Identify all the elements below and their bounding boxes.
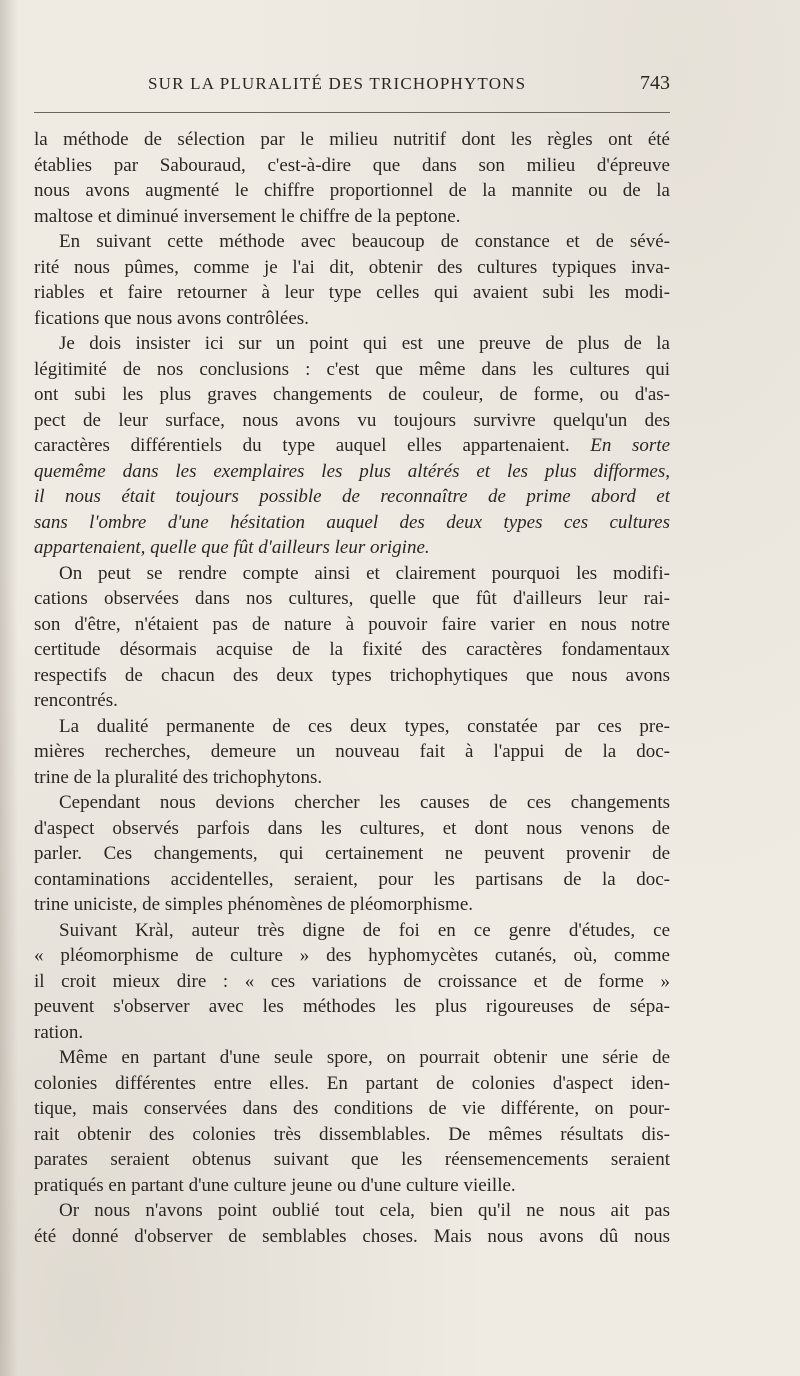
text-line-content: trine de la pluralité des trichophytons. [34, 766, 323, 788]
text-line-content: trine uniciste, de simples phénomènes de pléomorphisme. [34, 894, 474, 915]
text-line [34, 841, 670, 867]
text-line [34, 816, 670, 842]
text-line [34, 688, 670, 714]
text-line [34, 1045, 670, 1071]
text-line [34, 459, 670, 485]
text-line-content: rité nous pûmes, comme je l'ai dit, obtenir des cultures typiques inva- [34, 256, 670, 278]
text-line-content: contaminations accidentelles, seraient, pour les partisans de la doc- [34, 868, 670, 890]
text-line-content: rait obtenir des colonies très dissemblables. De mêmes résultats dis- [34, 1123, 670, 1145]
text-line [34, 1147, 670, 1173]
text-line-content: appartenaient, quelle que fût d'ailleurs leur origine. [34, 537, 430, 558]
header-rule [34, 112, 670, 113]
text-line-content: certitude désormais acquise de la fixité des caractères fondamentaux [34, 639, 670, 660]
text-line [34, 408, 670, 434]
text-line-content: sans l'ombre d'une hésitation auquel des deux types ces cultures [34, 511, 670, 533]
text-line-content: mières recherches, demeure un nouveau fait à l'appui de la doc- [34, 741, 670, 762]
text-line [34, 739, 670, 765]
text-line-content: fications que nous avons contrôlées. [34, 307, 309, 329]
text-line-content: légitimité de nos conclusions : c'est que même dans les cultures qui [34, 358, 670, 380]
running-title: SUR LA PLURALITÉ DES TRICHOPHYTONS [148, 74, 527, 93]
text-line [34, 1096, 670, 1122]
body-text [34, 127, 670, 1249]
text-line-content: il nous était toujours possible de reconnaître de prime abord et [34, 486, 670, 507]
text-line [34, 484, 670, 510]
text-line-content: respectifs de chacun des deux types trichophytiques que nous avons [34, 664, 670, 686]
text-line [34, 586, 670, 612]
text-line [34, 612, 670, 638]
text-line-content: parates seraient obtenus suivant que les réensemencements seraient [34, 1149, 670, 1170]
text-line-content: nous avons augmenté le chiffre proportionnel de la mannite ou de la [34, 180, 670, 201]
text-line-content: Je dois insister ici sur un point qui est une preuve de plus de la [59, 333, 670, 354]
text-line [34, 229, 670, 255]
text-line-content: cations observées dans nos cultures, quelle que fût d'ailleurs leur rai- [34, 588, 670, 609]
text-line-content: pect de leur surface, nous avons vu toujours survivre quelqu'un des [34, 409, 670, 431]
text-line [34, 867, 670, 893]
text-line [34, 1122, 670, 1148]
text-line [34, 535, 670, 561]
text-line-content: pratiqués en partant d'une culture jeune ou d'une culture vieille. [34, 1174, 516, 1196]
text-line-content: la méthode de sélection par le milieu nutritif dont les règles ont été [34, 129, 670, 150]
text-line [34, 382, 670, 408]
text-line-content: d'aspect observés parfois dans les cultures, et dont nous venons de [34, 817, 670, 839]
text-line [34, 637, 670, 663]
text-line-content: En suivant cette méthode avec beaucoup de constance et de sévé- [59, 231, 670, 252]
text-line [34, 280, 670, 306]
text-line [34, 892, 670, 918]
text-line [34, 1071, 670, 1097]
text-line [34, 790, 670, 816]
text-line-content: caractères différentiels du type auquel elles appartenaient. [34, 435, 570, 456]
text-line-content: colonies différentes entre elles. En partant de colonies d'aspect iden- [34, 1072, 670, 1094]
text-line [34, 255, 670, 281]
text-line-content: riables et faire retourner à leur type celles qui avaient subi les modi- [34, 282, 670, 303]
text-line-content: maltose et diminué inversement le chiffre de la peptone. [34, 205, 461, 227]
text-line [34, 178, 670, 204]
page-edge-shadow [0, 0, 18, 1376]
text-line [34, 663, 670, 689]
text-line-content: son d'être, n'étaient pas de nature à pouvoir faire varier en nous notre [34, 613, 670, 635]
text-line [34, 433, 670, 459]
text-line-content: Suivant Kràl, auteur très digne de foi en ce genre d'études, ce [59, 919, 670, 941]
text-line [34, 561, 670, 587]
text-line-italic-tail: En sorte [590, 435, 670, 456]
text-line [34, 127, 670, 153]
text-line-content: été donné d'observer de semblables choses. Mais nous avons dû nous [34, 1225, 670, 1247]
text-line [34, 1198, 670, 1224]
text-line-content: établies par Sabouraud, c'est-à-dire que dans son milieu d'épreuve [34, 154, 670, 176]
text-line [34, 357, 670, 383]
text-line [34, 1173, 670, 1199]
text-line-content: Or nous n'avons point oublié tout cela, bien qu'il ne nous ait pas [59, 1200, 670, 1221]
text-line-content: On peut se rendre compte ainsi et clairement pourquoi les modifi- [59, 562, 670, 584]
text-line-content: Cependant nous devions chercher les causes de ces changements [59, 792, 670, 813]
text-line [34, 765, 670, 791]
running-head [34, 74, 670, 100]
text-line [34, 969, 670, 995]
text-line [34, 1020, 670, 1046]
text-line-content: ration. [34, 1021, 84, 1043]
text-line [34, 714, 670, 740]
text-line-content: La dualité permanente de ces deux types, constatée par ces pre- [59, 715, 670, 737]
text-line-content: rencontrés. [34, 690, 118, 711]
text-line [34, 943, 670, 969]
text-line-content: « pléomorphisme de culture » des hyphomycètes cutanés, où, comme [34, 945, 670, 966]
text-line [34, 153, 670, 179]
text-line [34, 204, 670, 230]
text-line [34, 510, 670, 536]
text-line-content: quemême dans les exemplaires les plus altérés et les plus difformes, [34, 460, 670, 482]
text-line [34, 331, 670, 357]
text-line-content: parler. Ces changements, qui certainement ne peuvent provenir de [34, 843, 670, 864]
text-line [34, 306, 670, 332]
text-line-content: Même en partant d'une seule spore, on pourrait obtenir une série de [59, 1047, 670, 1068]
text-line-content: il croit mieux dire : « ces variations de croissance et de forme » [34, 970, 670, 992]
text-line-content: tique, mais conservées dans des conditions de vie différente, on pour- [34, 1098, 670, 1119]
text-line [34, 994, 670, 1020]
page-number: 743 [640, 72, 670, 94]
text-line-content: ont subi les plus graves changements de couleur, de forme, ou d'as- [34, 384, 670, 405]
text-line [34, 1224, 670, 1250]
text-line [34, 918, 670, 944]
text-line-content: peuvent s'observer avec les méthodes les plus rigoureuses de sépa- [34, 996, 670, 1017]
